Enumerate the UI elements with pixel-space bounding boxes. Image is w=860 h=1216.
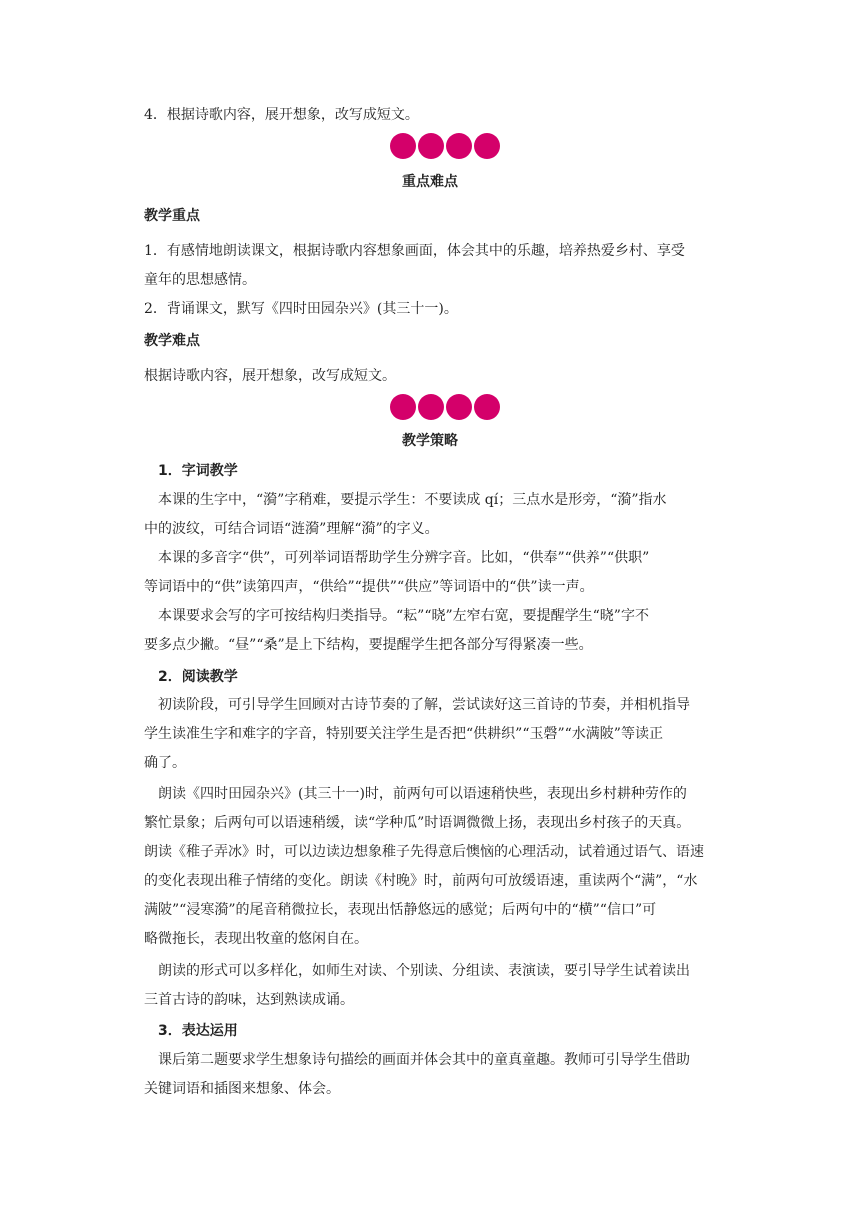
dot-icon [390,394,416,420]
paragraph: 朗读的形式可以多样化，如师生对读、个别读、分组读、表演读，要引导学生试着读出 [158,963,690,979]
dot-icon [474,394,500,420]
paragraph: 等词语中的“供”读第四声，“供给”“提供”“供应”等词语中的“供”读一声。 [144,579,594,595]
section-title-teaching-strategy: 教学策略 [402,433,458,449]
heading-vocabulary: 1．字词教学 [158,463,238,479]
paragraph: 课后第二题要求学生想象诗句描绘的画面并体会其中的童真童趣。教师可引导学生借助 [158,1052,690,1068]
section-divider-dots [390,394,500,420]
heading-reading: 2．阅读教学 [158,669,238,685]
dot-icon [418,133,444,159]
heading-teaching-difficulty: 教学难点 [144,333,200,349]
paragraph: 本课的多音字“供”，可列举词语帮助学生分辨字音。比如，“供奉”“供养”“供职” [158,550,650,566]
paragraph: 2．背诵课文，默写《四时田园杂兴》(其三十一)。 [144,301,458,317]
paragraph: 本课的生字中，“漪”字稍难，要提示学生：不要读成 qí；三点水是形旁，“漪”指水 [158,492,667,508]
paragraph: 朗读《四时田园杂兴》(其三十一)时，前两句可以语速稍快些，表现出乡村耕种劳作的 [158,786,687,802]
paragraph: 根据诗歌内容，展开想象，改写成短文。 [144,368,396,384]
paragraph: 满陂”“浸寒漪”的尾音稍微拉长，表现出恬静悠远的感觉；后两句中的“横”“信口”可 [144,902,657,918]
paragraph: 学生读准生字和难字的字音，特别要关注学生是否把“供耕织”“玉磬”“水满陂”等读正 [144,726,663,742]
paragraph: 朗读《稚子弄冰》时，可以边读边想象稚子先得意后懊恼的心理活动，试着通过语气、语速 [144,844,704,860]
paragraph: 本课要求会写的字可按结构归类指导。“耘”“晓”左窄右宽，要提醒学生“晓”字不 [158,608,649,624]
paragraph: 的变化表现出稚子情绪的变化。朗读《村晚》时，前两句可放缓语速，重读两个“满”，“水 [144,873,698,889]
dot-icon [446,394,472,420]
paragraph: 初读阶段，可引导学生回顾对古诗节奏的了解，尝试读好这三首诗的节奏，并相机指导 [158,697,690,713]
objective-4: 4．根据诗歌内容，展开想象，改写成短文。 [144,107,419,123]
dot-icon [446,133,472,159]
heading-teaching-focus: 教学重点 [144,208,200,224]
dot-icon [390,133,416,159]
section-title-key-points: 重点难点 [402,174,458,190]
paragraph: 中的波纹，可结合词语“涟漪”理解“漪”的字义。 [144,521,439,537]
paragraph: 童年的思想感情。 [144,272,256,288]
paragraph: 关键词语和插图来想象、体会。 [144,1081,340,1097]
paragraph: 确了。 [144,755,186,771]
paragraph: 略微拖长，表现出牧童的悠闲自在。 [144,931,368,947]
dot-icon [418,394,444,420]
heading-expression: 3．表达运用 [158,1023,238,1039]
section-divider-dots [390,133,500,159]
paragraph: 要多点少撇。“昼”“桑”是上下结构，要提醒学生把各部分写得紧凑一些。 [144,637,593,653]
paragraph: 繁忙景象；后两句可以语速稍缓，读“学种瓜”时语调微微上扬，表现出乡村孩子的天真。 [144,815,691,831]
dot-icon [474,133,500,159]
paragraph: 1．有感情地朗读课文，根据诗歌内容想象画面，体会其中的乐趣，培养热爱乡村、享受 [144,243,685,259]
paragraph: 三首古诗的韵味，达到熟读成诵。 [144,992,354,1008]
